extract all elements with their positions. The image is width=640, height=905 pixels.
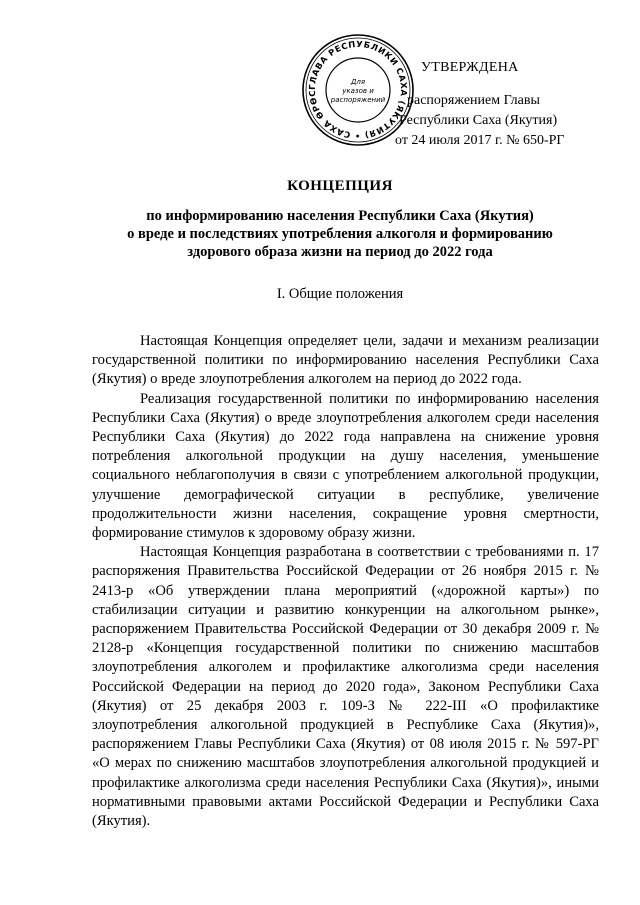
- approval-line: от 24 июля 2017 г. № 650-РГ: [395, 133, 565, 148]
- approval-heading: УТВЕРЖДЕНА: [421, 60, 519, 75]
- seal-center-line: указов и: [342, 87, 374, 95]
- title-subline: о вреде и последствиях употребления алкоголя и формированию: [127, 226, 553, 242]
- body-text: [92, 332, 599, 831]
- paragraph: Настоящая Концепция разработана в соответствии с требованиями п. 17 распоряжения Правительства Российской Федерации от 26 ноября 2015 г. № 2413-р «Об утверждении плана мероприятий («дорожной карты») по стабилизации ситуации и развитию конкуренции на алкогольном рынке», распоряжением Правительства Российской Федерации от 30 декабря 2009 г. № 2128-р «Концепция государственной политики по снижению масштабов злоупотребления алкоголем и профилактике алкоголизма среди населения Российской Федерации на период до 2020 года», Законом Республики Саха (Якутия) от 25 декабря 2003 г. 109-З № 222-III «О профилактике злоупотребления алкогольной продукцией в Республике Саха (Якутия)», распоряжением Главы Республики Саха (Якутия) от 08 июля 2015 г. № 597-РГ «О мерах по снижению масштабов злоупотребления алкогольной продукцией и профилактике алкоголизма среди населения Республики Саха (Якутия)», иными нормативными правовыми актами Российской Федерации и Республики Саха (Якутия).: [92, 544, 599, 830]
- seal-center-line: распоряжений: [330, 96, 386, 104]
- title-subline: здорового образа жизни на период до 2022 года: [187, 244, 493, 260]
- title-subline: по информированию населения Республики Саха (Якутия): [146, 208, 534, 224]
- section-heading: I. Общие положения: [276, 286, 404, 302]
- document-title: [60, 177, 620, 261]
- paragraph: Настоящая Концепция определяет цели, задачи и механизм реализации государственной политики по информированию населения Республики Саха (Якутия) о вреде злоупотребления алкоголем на период до 2022 года.: [92, 333, 599, 388]
- seal-ring-text: ГЛАВА РЕСПУБЛИКИ САХА (ЯКУТИЯ) • САХА ӨРӨС: [306, 38, 410, 142]
- approval-line: распоряжением Главы: [407, 93, 540, 108]
- seal-center-line: Для: [350, 78, 366, 86]
- title-main: КОНЦЕПЦИЯ: [287, 178, 393, 194]
- paragraph: Реализация государственной политики по информированию населения Республики Саха (Якутия) о вреде злоупотребления алкоголем среди населения Республики Саха (Якутия) до 2022 года направлена на снижение уровня потребления алкогольной продукции на душу населения, уменьшение социального неблагополучия в связи с употреблением алкогольной продукции, улучшение демографической ситуации в республике, увеличение продолжительности жизни населения, сокращение уровня смертности, формирование стимулов к здоровому образу жизни.: [92, 390, 599, 542]
- approval-block: [395, 58, 635, 151]
- approval-line: Республики Саха (Якутия): [399, 113, 558, 128]
